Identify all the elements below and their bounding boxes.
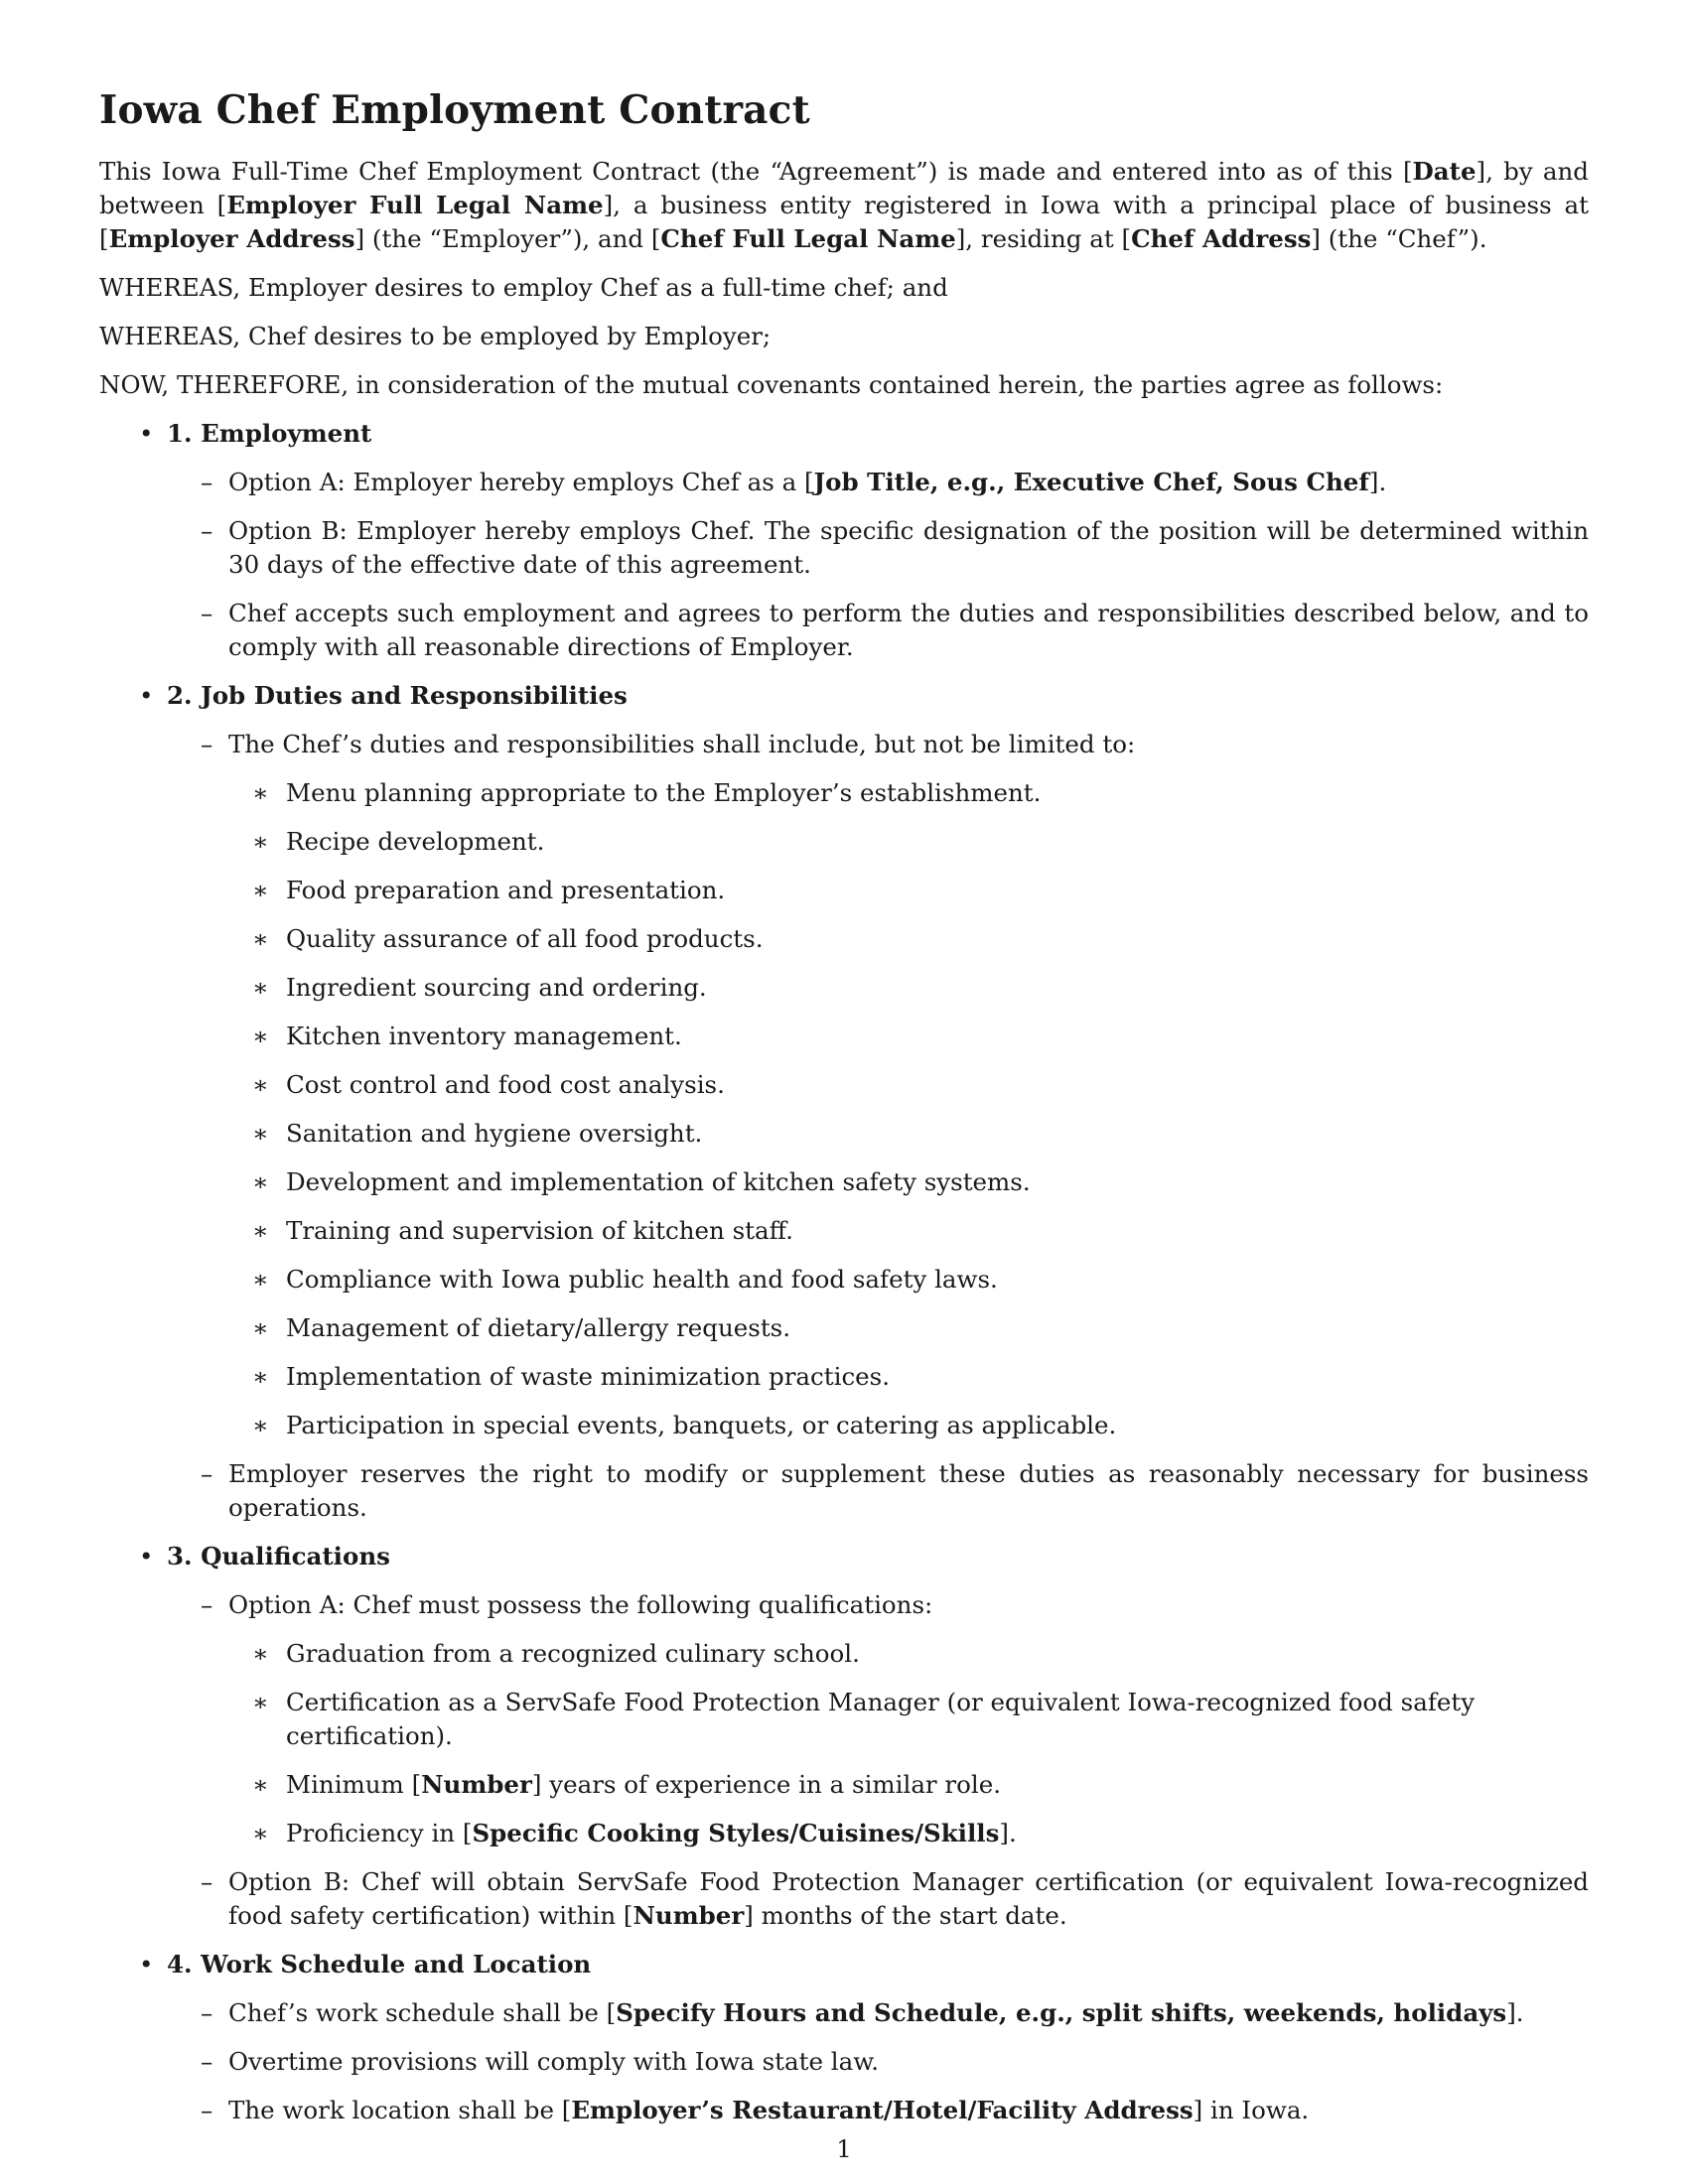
section-qualifications [99,1540,1589,1933]
page-number: 1 [836,2134,852,2163]
section-heading: 3. Qualifications [167,1542,390,1570]
section-duties [99,679,1589,1525]
section-heading: 4. Work Schedule and Location [167,1950,592,1979]
list-item: – Chef’s work schedule shall be [Specify Hours and Schedule, e.g., split shifts, weekends, holidays]. [201,1998,1524,2027]
bullet: • [139,1950,154,1979]
list-item: – The work location shall be [Employer’s Restaurant/Hotel/Facility Address] in Iowa. [201,2096,1310,2124]
duty-item: ∗ Sanitation and hygiene oversight. [252,1119,703,1148]
list-item: – Option A: Employer hereby employs Chef as a [Job Title, e.g., Executive Chef, Sous Chef]. [201,468,1387,496]
duty-item: ∗ Kitchen inventory management. [252,1022,682,1050]
placeholder-employer-address: Employer Address [108,224,355,253]
list-item: – Option B: Employer hereby employs Chef. The specific designation of the position will be determined within 30 days of the effective date of this agreement. [201,516,1589,579]
list-item: – Chef accepts such employment and agrees to perform the duties and responsibilities described below, and to comply with all reasonable directions of Employer. [201,599,1589,661]
placeholder-months: Number [633,1901,745,1930]
list-item: – Employer reserves the right to modify or supplement these duties as reasonably necessary for business operations. [201,1459,1589,1522]
document-title: Iowa Chef Employment Contract [99,87,810,133]
placeholder-job-title: Job Title, e.g., Executive Chef, Sous Chef [813,468,1369,496]
duty-item: ∗ Compliance with Iowa public health and food safety laws. [252,1265,998,1294]
section-schedule [99,1948,1589,2127]
list-item: – Overtime provisions will comply with Iowa state law. [201,2047,880,2076]
placeholder-chef-address: Chef Address [1131,224,1312,253]
placeholder-employer-name: Employer Full Legal Name [226,191,604,219]
qualification-item: ∗ Minimum [Number] years of experience in a similar role. [252,1770,1002,1799]
section-employment [99,417,1589,664]
contract-page [99,87,1589,2142]
intro-paragraph: This Iowa Full-Time Chef Employment Contract (the “Agreement”) is made and entered into as of this [Date], by and between [Employer Full Legal Name], a business entity registered in Iowa with a principal place of business at [Employer Address] (the “Employer”), and [Chef Full Legal Name], residing at [Chef Address] (the “Chef”). [99,157,1590,253]
duty-item: ∗ Development and implementation of kitchen safety systems. [252,1167,1031,1196]
duty-item: ∗ Training and supervision of kitchen staff. [252,1216,793,1245]
duty-item: ∗ Recipe development. [252,827,545,856]
placeholder-location: Employer’s Restaurant/Hotel/Facility Address [571,2096,1194,2124]
list-item: – The Chef’s duties and responsibilities shall include, but not be limited to: [201,730,1136,758]
duty-item: ∗ Ingredient sourcing and ordering. [252,973,707,1002]
section-heading: 1. Employment [167,419,372,448]
qualification-item: ∗ Certification as a ServSafe Food Protection Manager (or equivalent Iowa-recognized food safety certification). [252,1688,1476,1750]
placeholder-years: Number [421,1770,532,1799]
bullet: • [139,419,154,448]
section-heading: 2. Job Duties and Responsibilities [167,681,628,710]
list-item: – Option A: Chef must possess the following qualifications: [201,1590,933,1619]
qualification-item: ∗ Graduation from a recognized culinary school. [252,1639,860,1668]
duty-item: ∗ Food preparation and presentation. [252,876,726,904]
qualification-item: ∗ Proficiency in [Specific Cooking Styles/Cuisines/Skills]. [252,1819,1017,1847]
list-item: – Option B: Chef will obtain ServSafe Food Protection Manager certification (or equivalent Iowa-recognized food safety certification) within [Number] months of the start date. [201,1867,1589,1930]
bullet: • [139,1542,154,1570]
placeholder-chef-name: Chef Full Legal Name [660,224,956,253]
placeholder-schedule: Specify Hours and Schedule, e.g., split shifts, weekends, holidays [616,1998,1507,2027]
whereas-1: WHEREAS, Employer desires to employ Chef as a full-time chef; and [99,273,948,302]
now-therefore: NOW, THEREFORE, in consideration of the mutual covenants contained herein, the parties agree as follows: [99,370,1444,399]
duty-item: ∗ Cost control and food cost analysis. [252,1070,725,1099]
duty-item: ∗ Management of dietary/allergy requests. [252,1313,791,1342]
placeholder-skills: Specific Cooking Styles/Cuisines/Skills [472,1819,1000,1847]
duty-item: ∗ Menu planning appropriate to the Employer’s establishment. [252,778,1042,807]
whereas-2: WHEREAS, Chef desires to be employed by Employer; [99,322,772,350]
bullet: • [139,681,154,710]
duty-item: ∗ Participation in special events, banquets, or catering as applicable. [252,1411,1117,1439]
duty-item: ∗ Quality assurance of all food products. [252,924,764,953]
placeholder-date: Date [1412,157,1477,186]
duty-item: ∗ Implementation of waste minimization practices. [252,1362,891,1391]
